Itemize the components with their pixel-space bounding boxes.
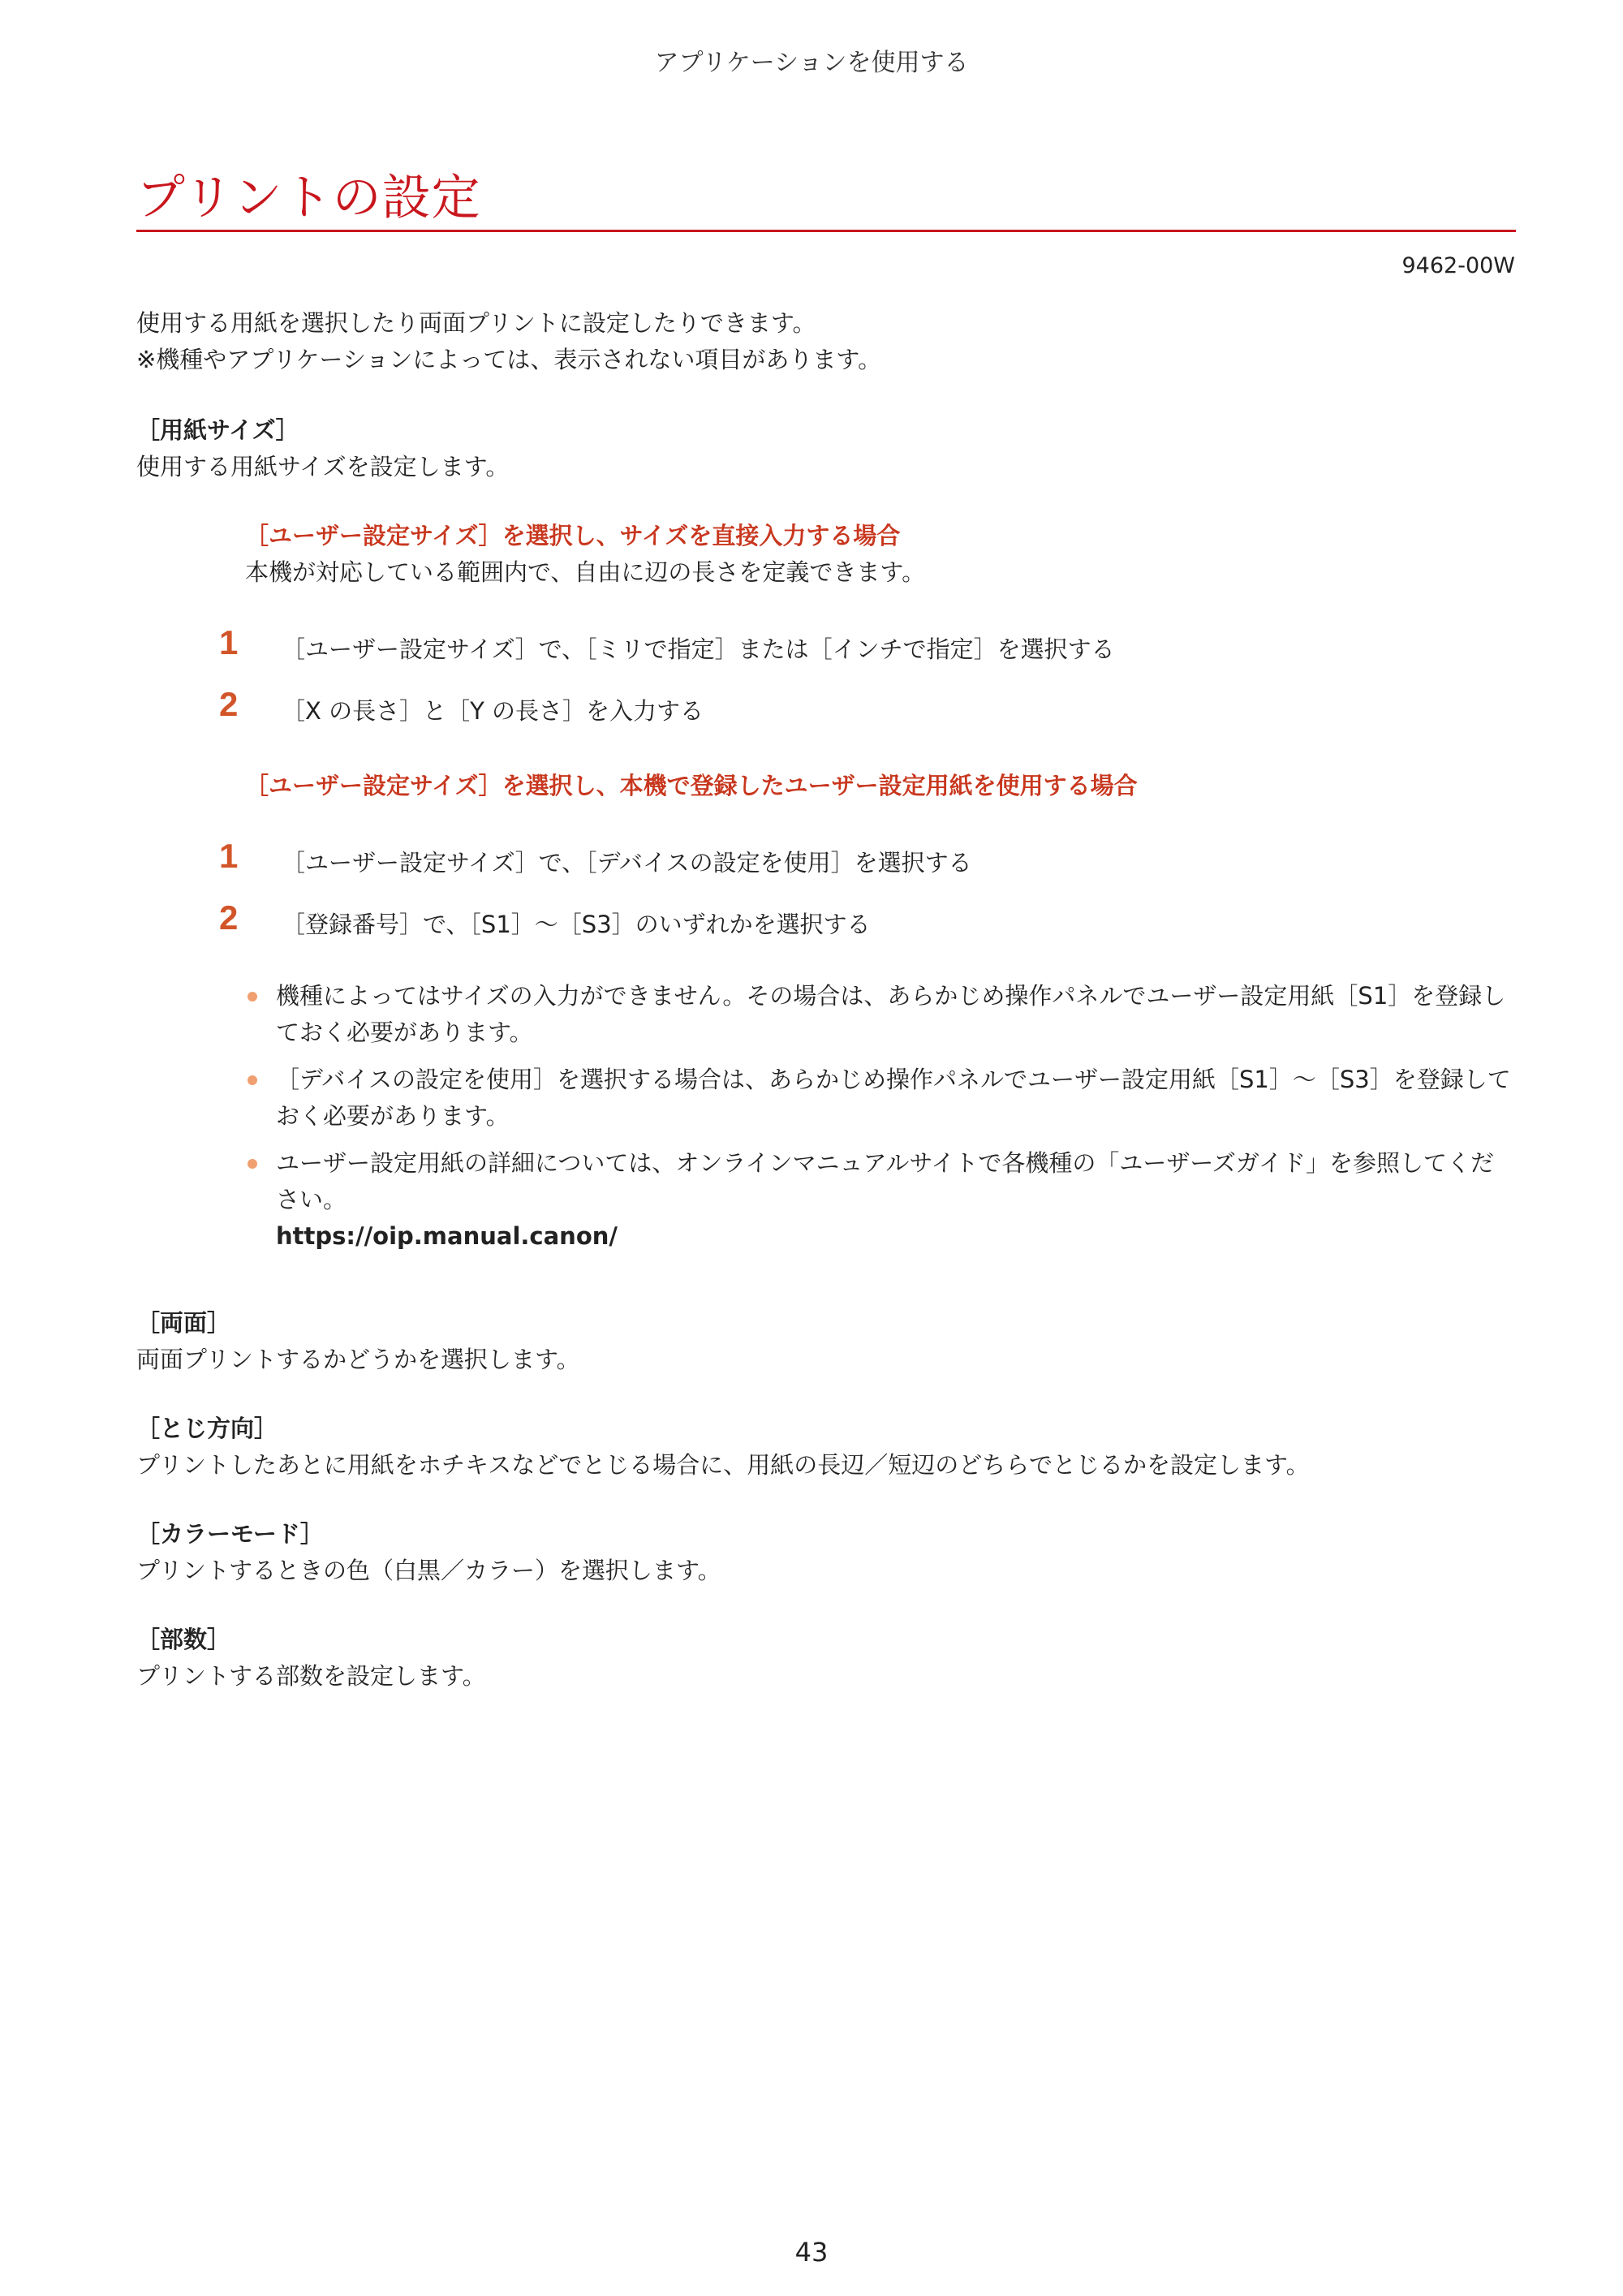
step-number: 1 (219, 837, 239, 875)
paper-size-desc: 使用する用紙サイズを設定します。 (136, 453, 510, 480)
intro-line: 使用する用紙を選択したり両面プリントに設定したりできます。 (136, 309, 816, 337)
step-text: ［ユーザー設定サイズ］で、［デバイスの設定を使用］を選択する (282, 849, 972, 877)
page-title: プリントの設定 (136, 170, 481, 226)
custom-size-direct-desc: 本機が対応している範囲内で、自由に辺の長さを定義できます。 (245, 558, 926, 586)
bullet-icon (248, 1075, 257, 1085)
intro (136, 305, 1516, 378)
bullet-icon (248, 1159, 257, 1169)
note-text: ユーザー設定用紙の詳細については、オンラインマニュアルサイトで各機種の「ユーザーズガイド」を参照してください。 (276, 1149, 1495, 1213)
duplex-section (136, 1305, 1516, 1378)
note-item (245, 1145, 1516, 1255)
paper-size-heading: ［用紙サイズ］ (136, 416, 299, 444)
step-number: 2 (219, 898, 239, 937)
note-item (245, 978, 1516, 1051)
binding-section (136, 1411, 1516, 1484)
copies-heading: ［部数］ (136, 1626, 231, 1653)
title-rule (136, 230, 1516, 232)
paper-size-section (136, 412, 1516, 485)
color-mode-desc: プリントするときの色（白黒／カラー）を選択します。 (136, 1557, 721, 1584)
note-item (245, 1062, 1516, 1135)
step-text: ［登録番号］で、［S1］～［S3］のいずれかを選択する (282, 911, 871, 938)
step-item (219, 837, 1436, 882)
color-mode-section (136, 1516, 1516, 1589)
page-number: 43 (794, 2237, 829, 2268)
copies-section (136, 1622, 1516, 1695)
duplex-desc: 両面プリントするかどうかを選択します。 (136, 1346, 580, 1373)
step-item (219, 898, 1436, 944)
bullet-icon (248, 992, 257, 1002)
step-text: ［ユーザー設定サイズ］で、［ミリで指定］または［インチで指定］を選択する (282, 635, 1115, 663)
binding-desc: プリントしたあとに用紙をホチキスなどでとじる場合に、用紙の長辺／短辺のどちらでとじるかを設定します。 (136, 1451, 1310, 1479)
note-text: 機種によってはサイズの入力ができません。その場合は、あらかじめ操作パネルでユーザー設定用紙［S1］を登録しておく必要があります。 (276, 982, 1506, 1046)
duplex-heading: ［両面］ (136, 1309, 231, 1337)
manual-site-link[interactable]: https://oip.manual.canon/ (276, 1222, 618, 1250)
registered-paper-heading: ［ユーザー設定サイズ］を選択し、本機で登録したユーザー設定用紙を使用する場合 (245, 772, 1138, 799)
note-text: ［デバイスの設定を使用］を選択する場合は、あらかじめ操作パネルでユーザー設定用紙［S1］～［S3］を登録しておく必要があります。 (276, 1066, 1511, 1130)
binding-heading: ［とじ方向］ (136, 1415, 278, 1442)
step-number: 2 (219, 685, 239, 723)
intro-note: ※機種やアプリケーションによっては、表示されない項目があります。 (136, 346, 882, 373)
copies-desc: プリントする部数を設定します。 (136, 1662, 486, 1690)
step-number: 1 (219, 623, 239, 661)
step-item (219, 685, 1436, 730)
step-text: ［X の長さ］と［Y の長さ］を入力する (282, 697, 704, 725)
color-mode-heading: ［カラーモード］ (136, 1520, 324, 1548)
custom-size-direct-heading: ［ユーザー設定サイズ］を選択し、サイズを直接入力する場合 (245, 522, 901, 549)
document-id: 9462-00W (1401, 253, 1515, 278)
notes-list (245, 978, 1516, 1265)
running-header: アプリケーションを使用する (654, 49, 969, 77)
step-item (219, 623, 1436, 669)
